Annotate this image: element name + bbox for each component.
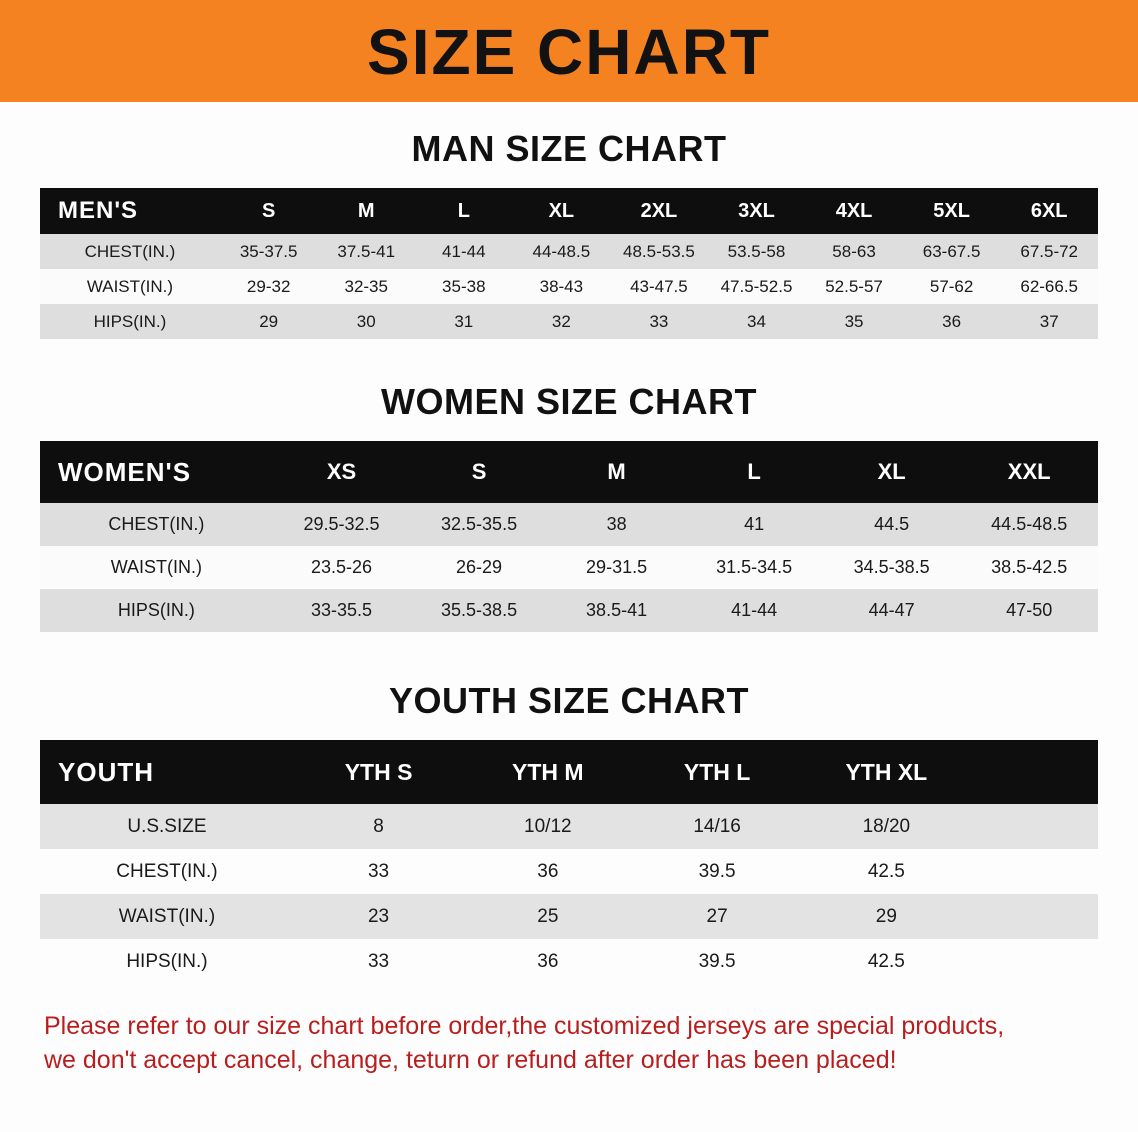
youth-header-size-l: YTH L	[683, 758, 751, 785]
order-policy-note-line-1: Please refer to our size chart before order,the customized jerseys are special products,	[44, 1012, 1005, 1040]
youth-us-size-spacer	[971, 804, 1098, 849]
man-header-size-6xl: 6XL	[1030, 199, 1068, 222]
women-row-label-hips: HIPS(IN.)	[117, 600, 195, 620]
youth-table-header	[40, 740, 1098, 804]
women-chest-m: 38	[606, 514, 627, 534]
man-hips-5xl: 36	[942, 311, 962, 331]
women-waist-s: 26-29	[456, 557, 503, 577]
man-row-label-hips: HIPS(IN.)	[93, 311, 167, 331]
women-header-size-m: M	[607, 459, 626, 484]
women-header-size-xs: XS	[326, 459, 357, 484]
women-header-label: WOMEN'S	[58, 456, 192, 487]
man-hips-xl: 32	[551, 311, 571, 331]
man-chest-5xl: 63-67.5	[922, 241, 981, 261]
man-waist-l: 35-38	[442, 276, 486, 296]
youth-size-table-wrapper	[40, 740, 1098, 984]
man-section-title: MAN SIZE CHART	[411, 128, 727, 169]
man-header-size-xl: XL	[548, 199, 575, 222]
man-row-label-chest: CHEST(IN.)	[84, 241, 176, 261]
table-row	[40, 939, 1098, 984]
table-row	[40, 269, 1098, 304]
youth-hips-xl: 42.5	[867, 950, 905, 972]
table-row	[40, 546, 1098, 589]
youth-waist-spacer	[971, 894, 1098, 939]
man-header-label: MEN'S	[58, 197, 139, 224]
women-waist-xxl: 38.5-42.5	[991, 557, 1068, 577]
man-header-size-5xl: 5XL	[933, 199, 970, 222]
man-chest-2xl: 48.5-53.5	[623, 241, 695, 261]
man-header-size-3xl: 3XL	[738, 199, 775, 222]
table-row	[40, 234, 1098, 269]
table-row	[40, 804, 1098, 849]
women-chest-s: 32.5-35.5	[441, 514, 518, 534]
banner	[0, 0, 1138, 102]
table-row	[40, 589, 1098, 632]
women-chest-xs: 29.5-32.5	[303, 514, 380, 534]
man-waist-xl: 38-43	[539, 276, 584, 296]
youth-header-spacer	[971, 740, 1098, 804]
man-header-size-m: M	[357, 199, 375, 222]
women-chest-xxl: 44.5-48.5	[991, 514, 1068, 534]
man-chest-3xl: 53.5-58	[727, 241, 786, 261]
order-policy-note-line-2: we don't accept cancel, change, teturn or refund after order has been placed!	[44, 1045, 897, 1074]
man-waist-2xl: 43-47.5	[630, 276, 688, 296]
man-header-size-4xl: 4XL	[835, 199, 873, 222]
man-size-table-wrapper	[40, 188, 1098, 339]
order-policy-note	[44, 1010, 1094, 1078]
man-hips-l: 31	[454, 311, 474, 331]
man-waist-3xl: 47.5-52.5	[720, 276, 793, 296]
youth-us-size-l: 14/16	[693, 815, 741, 837]
man-size-table	[40, 188, 1098, 339]
youth-section-title: YOUTH SIZE CHART	[388, 680, 749, 721]
man-header-size-s: S	[262, 199, 276, 222]
man-chest-6xl: 67.5-72	[1020, 241, 1079, 261]
youth-waist-l: 27	[706, 905, 728, 927]
youth-chest-xl: 42.5	[867, 860, 905, 882]
man-hips-6xl: 37	[1039, 311, 1059, 331]
man-waist-6xl: 62-66.5	[1020, 276, 1079, 296]
man-chest-l: 41-44	[442, 241, 486, 261]
women-size-table-wrapper	[40, 441, 1098, 632]
youth-row-label-hips: HIPS(IN.)	[126, 950, 208, 972]
man-waist-s: 29-32	[246, 276, 291, 296]
man-hips-3xl: 34	[747, 311, 766, 331]
youth-us-size-m: 10/12	[524, 815, 572, 837]
women-header-size-xxl: XXL	[1007, 459, 1051, 484]
man-chest-m: 37.5-41	[337, 241, 396, 261]
women-hips-s: 35.5-38.5	[441, 600, 518, 620]
man-hips-s: 29	[259, 311, 279, 331]
man-hips-2xl: 33	[649, 311, 669, 331]
youth-header-size-s: YTH S	[344, 758, 413, 785]
youth-hips-s: 33	[367, 950, 390, 972]
youth-hips-l: 39.5	[698, 950, 736, 972]
man-header-size-l: L	[457, 199, 470, 222]
man-chest-s: 35-37.5	[239, 241, 298, 261]
youth-row-label-chest: CHEST(IN.)	[116, 860, 218, 882]
women-waist-l: 31.5-34.5	[716, 557, 793, 577]
women-header-size-s: S	[471, 459, 487, 484]
women-hips-m: 38.5-41	[586, 600, 648, 620]
man-waist-5xl: 57-62	[929, 276, 974, 296]
women-size-table	[40, 441, 1098, 632]
youth-us-size-xl: 18/20	[862, 815, 911, 837]
youth-size-table	[40, 740, 1098, 984]
man-table-header	[40, 188, 1098, 234]
man-waist-m: 32-35	[344, 276, 388, 296]
women-hips-xs: 33-35.5	[310, 600, 373, 620]
women-hips-xl: 44-47	[868, 600, 915, 620]
youth-waist-xl: 29	[875, 905, 897, 927]
youth-header-size-xl: YTH XL	[845, 758, 928, 785]
table-row	[40, 503, 1098, 546]
women-chest-l: 41	[744, 514, 765, 534]
youth-waist-s: 23	[367, 905, 390, 927]
table-row	[40, 304, 1098, 339]
man-waist-4xl: 52.5-57	[825, 276, 883, 296]
women-table-header	[40, 441, 1098, 503]
youth-row-label-waist: WAIST(IN.)	[118, 905, 216, 927]
youth-chest-s: 33	[367, 860, 390, 882]
youth-row-label-us-size: U.S.SIZE	[127, 815, 207, 837]
youth-chest-l: 39.5	[698, 860, 736, 882]
women-row-label-waist: WAIST(IN.)	[110, 557, 203, 577]
man-hips-4xl: 35	[844, 311, 864, 331]
youth-chest-m: 36	[537, 860, 559, 882]
man-chest-xl: 44-48.5	[532, 241, 591, 261]
youth-header-size-m: YTH M	[512, 758, 584, 785]
page-title: SIZE CHART	[367, 16, 771, 88]
women-waist-xl: 34.5-38.5	[853, 557, 930, 577]
women-chest-xl: 44.5	[874, 514, 910, 534]
man-chest-4xl: 58-63	[832, 241, 876, 261]
youth-hips-spacer	[971, 939, 1098, 984]
women-waist-m: 29-31.5	[586, 557, 648, 577]
women-section-title: WOMEN SIZE CHART	[381, 381, 757, 422]
youth-us-size-s: 8	[373, 815, 384, 837]
man-header-size-2xl: 2XL	[640, 199, 678, 222]
women-row-label-chest: CHEST(IN.)	[108, 514, 205, 534]
youth-waist-m: 25	[537, 905, 559, 927]
women-waist-xs: 23.5-26	[310, 557, 373, 577]
table-row	[40, 849, 1098, 894]
man-hips-m: 30	[356, 311, 376, 331]
women-header-size-xl: XL	[877, 459, 906, 484]
women-hips-xxl: 47-50	[1006, 600, 1053, 620]
women-header-size-l: L	[747, 459, 761, 484]
table-row	[40, 894, 1098, 939]
youth-chest-spacer	[971, 849, 1098, 894]
youth-header-label: YOUTH	[58, 756, 154, 787]
women-hips-l: 41-44	[731, 600, 778, 620]
man-row-label-waist: WAIST(IN.)	[86, 276, 174, 296]
youth-hips-m: 36	[537, 950, 559, 972]
